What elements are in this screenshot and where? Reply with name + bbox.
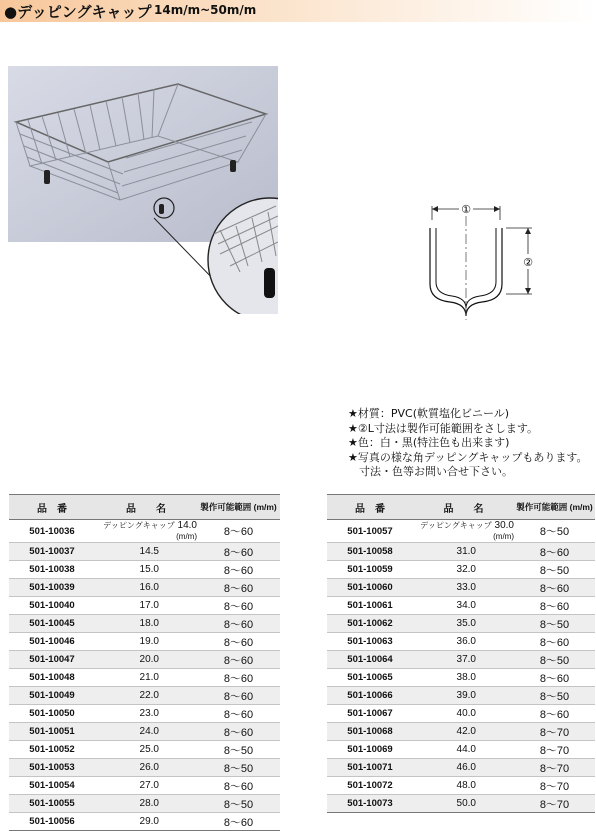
table-row [9, 777, 280, 795]
part-number-cell: 501-10065 [327, 669, 413, 687]
product-name-cell [95, 723, 197, 741]
range-cell: 8～60 [197, 520, 280, 543]
basket-foot-cap [44, 170, 50, 184]
part-number-cell: 501-10061 [327, 597, 413, 615]
product-name-prefix: デッピングキャップ [420, 521, 492, 530]
table-row [9, 705, 280, 723]
size-value: 14.0 [177, 520, 197, 531]
part-number-cell: 501-10060 [327, 579, 413, 597]
range-cell: 8～60 [197, 651, 280, 669]
table-row [327, 579, 595, 597]
size-value: 23.0 [139, 708, 159, 719]
part-number-cell: 501-10050 [9, 705, 95, 723]
size-value: 28.0 [139, 798, 159, 809]
range-header-unit: (m/m) [569, 502, 593, 512]
note-material: ★材質：PVC(軟質塩化ビニール) [348, 407, 510, 420]
product-name-cell [413, 759, 514, 777]
part-number-cell: 501-10066 [327, 687, 413, 705]
size-value: 40.0 [456, 708, 476, 719]
table-row [327, 615, 595, 633]
part-number-cell: 501-10057 [327, 520, 413, 543]
part-number-cell: 501-10046 [9, 633, 95, 651]
size-value: 32.0 [456, 564, 476, 575]
size-value: 30.0 [494, 520, 514, 531]
range-cell: 8～60 [514, 669, 595, 687]
size-value: 17.0 [139, 600, 159, 611]
part-number-cell: 501-10051 [9, 723, 95, 741]
product-name-cell [413, 561, 514, 579]
table-row [9, 723, 280, 741]
size-value: 14.5 [139, 546, 159, 557]
range-cell: 8～60 [514, 705, 595, 723]
table-row [327, 633, 595, 651]
part-number-cell: 501-10037 [9, 543, 95, 561]
table-row [327, 687, 595, 705]
col-header-range [197, 495, 280, 520]
range-cell: 8～60 [197, 813, 280, 831]
product-name-cell [95, 759, 197, 777]
size-value: 48.0 [456, 780, 476, 791]
table-row [9, 597, 280, 615]
range-cell: 8～50 [197, 795, 280, 813]
part-number-cell: 501-10058 [327, 543, 413, 561]
part-number-cell: 501-10056 [9, 813, 95, 831]
product-name-cell [95, 687, 197, 705]
table-header-row [9, 495, 280, 520]
part-number-cell: 501-10048 [9, 669, 95, 687]
table-row [327, 741, 595, 759]
part-number-cell: 501-10062 [327, 615, 413, 633]
size-value: 38.0 [456, 672, 476, 683]
range-cell: 8～50 [514, 651, 595, 669]
size-value: 26.0 [139, 762, 159, 773]
part-number-cell: 501-10073 [327, 795, 413, 813]
product-name-cell [95, 520, 197, 543]
range-cell: 8～50 [514, 520, 595, 543]
part-number-cell: 501-10049 [9, 687, 95, 705]
product-name-cell [413, 651, 514, 669]
size-value: 33.0 [456, 582, 476, 593]
size-value: 36.0 [456, 636, 476, 647]
product-name-cell [413, 520, 514, 543]
range-cell: 8～60 [514, 633, 595, 651]
range-cell: 8～70 [514, 723, 595, 741]
size-value: 29.0 [139, 816, 159, 827]
size-value: 39.0 [456, 690, 476, 701]
part-number-cell: 501-10053 [9, 759, 95, 777]
product-photo [8, 66, 278, 314]
table-row [9, 579, 280, 597]
part-number-cell: 501-10068 [327, 723, 413, 741]
size-value: 46.0 [456, 762, 476, 773]
product-name-cell [95, 669, 197, 687]
note-color: ★色：白・黒(特注色も出来ます) [348, 436, 510, 449]
product-name-cell [95, 615, 197, 633]
product-name-cell [413, 615, 514, 633]
part-number-cell: 501-10067 [327, 705, 413, 723]
size-unit: (m/m) [493, 532, 514, 541]
dimension-diagram [410, 196, 550, 326]
range-header-text: 製作可能範囲 [200, 502, 252, 512]
table-row [9, 633, 280, 651]
range-cell: 8～60 [197, 723, 280, 741]
product-name-cell [95, 795, 197, 813]
product-name-cell [413, 687, 514, 705]
part-number-cell: 501-10039 [9, 579, 95, 597]
part-number-cell: 501-10045 [9, 615, 95, 633]
table-row [327, 520, 595, 543]
table-row [327, 597, 595, 615]
range-cell: 8～70 [514, 795, 595, 813]
size-range-label: 14m/m~50m/m [154, 3, 257, 17]
table-row [327, 651, 595, 669]
product-name-cell [95, 597, 197, 615]
table-row [327, 561, 595, 579]
spec-notes [348, 407, 588, 480]
product-name-cell [95, 741, 197, 759]
size-value: 44.0 [456, 744, 476, 755]
length-label: ② [523, 256, 533, 269]
part-number-cell: 501-10069 [327, 741, 413, 759]
product-name-cell [413, 597, 514, 615]
col-header-range [514, 495, 595, 520]
size-value: 22.0 [139, 690, 159, 701]
range-cell: 8～50 [514, 615, 595, 633]
size-value: 35.0 [456, 618, 476, 629]
col-header-code: 品 番 [327, 495, 413, 520]
page-title: ●デッピングキャップ [4, 3, 152, 21]
part-number-cell: 501-10038 [9, 561, 95, 579]
part-number-cell: 501-10072 [327, 777, 413, 795]
note-square-cap: ★写真の様な角デッピングキャップもあります。 [348, 450, 588, 464]
range-cell: 8～60 [197, 633, 280, 651]
product-name-cell [95, 651, 197, 669]
range-cell: 8～60 [514, 597, 595, 615]
part-number-cell: 501-10055 [9, 795, 95, 813]
range-cell: 8～50 [197, 759, 280, 777]
product-name-cell [413, 741, 514, 759]
part-number-cell: 501-10059 [327, 561, 413, 579]
range-cell: 8～50 [197, 741, 280, 759]
size-value: 34.0 [456, 600, 476, 611]
table-row [9, 520, 280, 543]
size-value: 24.0 [139, 726, 159, 737]
size-value: 42.0 [456, 726, 476, 737]
range-cell: 8～60 [197, 705, 280, 723]
size-value: 50.0 [456, 798, 476, 809]
note-inquiry: 寸法・色等お問い合せ下さい。 [348, 465, 513, 478]
size-value: 25.0 [139, 744, 159, 755]
range-cell: 8～60 [197, 615, 280, 633]
range-header-text: 製作可能範囲 [516, 502, 568, 512]
range-cell: 8～50 [514, 687, 595, 705]
table-row [327, 723, 595, 741]
size-value: 21.0 [139, 672, 159, 683]
page-header [0, 0, 596, 22]
size-value: 37.0 [456, 654, 476, 665]
size-value: 18.0 [139, 618, 159, 629]
col-header-name: 品 名 [413, 495, 514, 520]
spec-table-left [9, 494, 280, 831]
spec-table-right [327, 494, 595, 813]
table-row [9, 615, 280, 633]
note-length: ★②L寸法は製作可能範囲をさします。 [348, 421, 538, 435]
part-number-cell: 501-10047 [9, 651, 95, 669]
product-name-cell [413, 633, 514, 651]
product-name-cell [95, 777, 197, 795]
table-row [327, 777, 595, 795]
range-cell: 8～60 [197, 543, 280, 561]
table-row [9, 669, 280, 687]
product-name-cell [413, 543, 514, 561]
part-number-cell: 501-10040 [9, 597, 95, 615]
table-row [327, 795, 595, 813]
part-number-cell: 501-10063 [327, 633, 413, 651]
range-cell: 8～60 [197, 669, 280, 687]
size-value: 15.0 [139, 564, 159, 575]
product-name-cell [413, 705, 514, 723]
size-value: 19.0 [139, 636, 159, 647]
table-row [327, 669, 595, 687]
product-name-cell [413, 723, 514, 741]
part-number-cell: 501-10071 [327, 759, 413, 777]
product-name-cell [95, 543, 197, 561]
basket-foot-cap [159, 204, 164, 214]
table-row [9, 759, 280, 777]
product-name-cell [95, 579, 197, 597]
table-row [9, 687, 280, 705]
range-cell: 8～60 [197, 579, 280, 597]
product-name-cell [413, 795, 514, 813]
table-row [327, 759, 595, 777]
size-unit: (m/m) [176, 532, 197, 541]
part-number-cell: 501-10064 [327, 651, 413, 669]
size-value: 16.0 [139, 582, 159, 593]
range-cell: 8～60 [514, 543, 595, 561]
table-row [9, 543, 280, 561]
part-number-cell: 501-10052 [9, 741, 95, 759]
diameter-label: ① [461, 203, 471, 216]
product-name-cell [95, 633, 197, 651]
product-name-prefix: デッピングキャップ [103, 521, 175, 530]
range-cell: 8～70 [514, 741, 595, 759]
table-row [9, 795, 280, 813]
table-row [9, 741, 280, 759]
size-value: 31.0 [456, 546, 476, 557]
range-cell: 8～50 [514, 561, 595, 579]
basket-foot-cap [230, 160, 236, 172]
table-row [9, 561, 280, 579]
product-name-cell [413, 777, 514, 795]
range-cell: 8～60 [514, 579, 595, 597]
size-value: 27.0 [139, 780, 159, 791]
table-header-row [327, 495, 595, 520]
table-row [327, 543, 595, 561]
range-cell: 8～70 [514, 777, 595, 795]
part-number-cell: 501-10054 [9, 777, 95, 795]
table-row [327, 705, 595, 723]
col-header-name: 品 名 [95, 495, 197, 520]
range-cell: 8～60 [197, 687, 280, 705]
range-cell: 8～60 [197, 777, 280, 795]
range-cell: 8～60 [197, 561, 280, 579]
range-cell: 8～70 [514, 759, 595, 777]
zoomed-foot-cap [264, 268, 275, 298]
product-name-cell [95, 705, 197, 723]
size-value: 20.0 [139, 654, 159, 665]
product-name-cell [95, 561, 197, 579]
part-number-cell: 501-10036 [9, 520, 95, 543]
product-name-cell [413, 579, 514, 597]
range-cell: 8～60 [197, 597, 280, 615]
product-name-cell [413, 669, 514, 687]
table-row [9, 651, 280, 669]
range-header-unit: (m/m) [253, 502, 277, 512]
col-header-code: 品 番 [9, 495, 95, 520]
